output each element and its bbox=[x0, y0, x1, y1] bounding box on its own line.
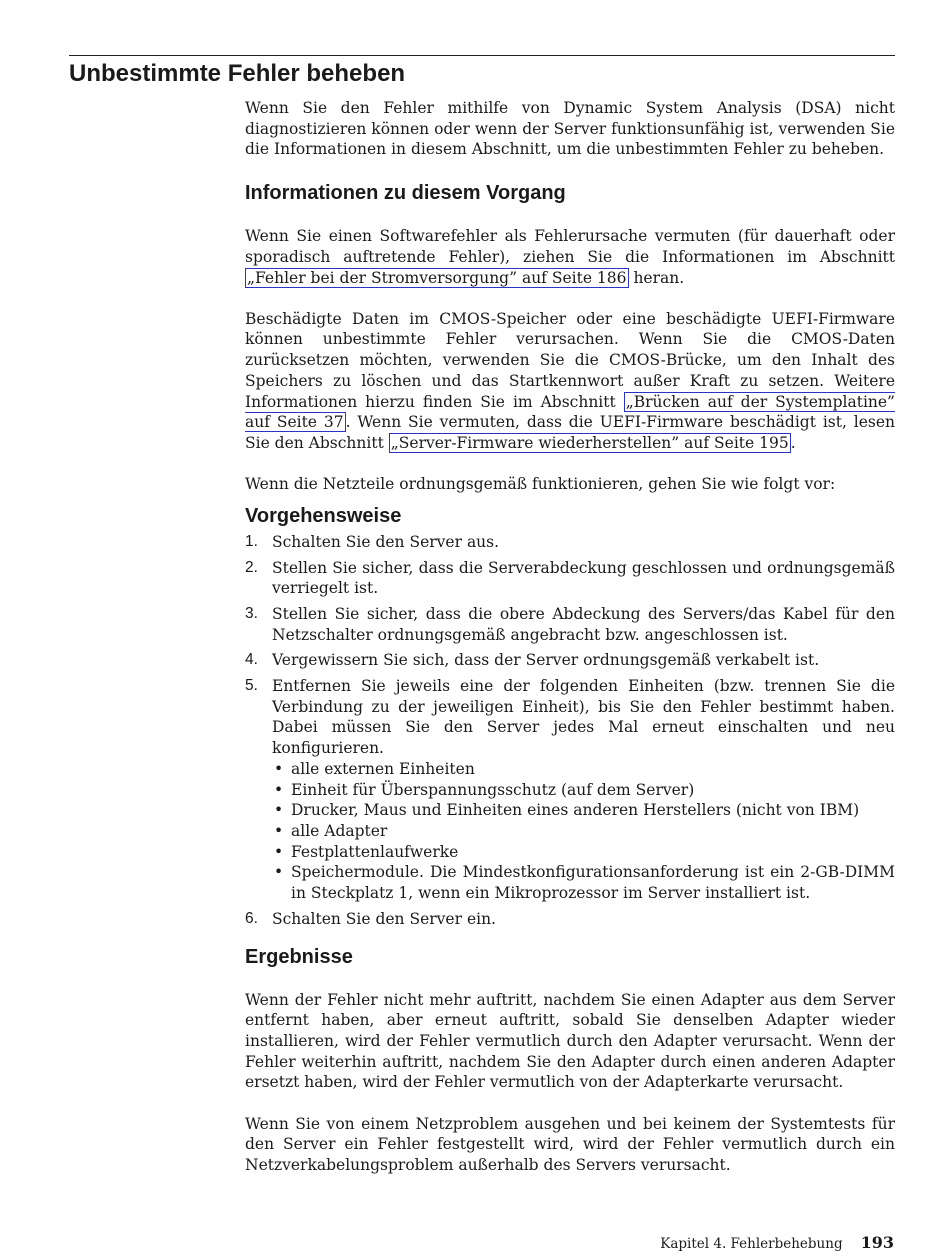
bullet-icon: • bbox=[274, 801, 284, 820]
about-paragraph-1 bbox=[245, 226, 895, 288]
list-item bbox=[272, 759, 895, 780]
list-item-text: alle externen Einheiten bbox=[291, 759, 475, 778]
step-3 bbox=[245, 604, 895, 645]
list-item-text: Speichermodule. Die Mindestkonfigurationsanforderung ist ein 2-GB-DIMM in Steckplatz 1, wenn ein Mikroprozessor im Server installiert ist. bbox=[291, 863, 895, 903]
step-text: Stellen Sie sicher, dass die obere Abdeckung des Servers/das Kabel für den Netzschalter ordnungsgemäß angebracht bzw. angeschlossen ist. bbox=[272, 604, 895, 644]
step-text: Stellen Sie sicher, dass die Serverabdeckung geschlossen und ordnungsgemäß verriegelt ist. bbox=[272, 558, 895, 598]
step-4 bbox=[245, 650, 895, 671]
step-number: 3. bbox=[245, 604, 258, 622]
step-text: Vergewissern Sie sich, dass der Server ordnungsgemäß verkabelt ist. bbox=[272, 651, 820, 670]
intro-paragraph: Wenn Sie den Fehler mithilfe von Dynamic System Analysis (DSA) nicht diagnostizieren können oder wenn der Server funktionsunfähig ist, verwenden Sie die Informationen in diesem Abschnitt, um die unbestimmten Fehler zu beheben. bbox=[245, 99, 895, 159]
link-jumpers[interactable]: „Brücken auf der Systemplatine” auf Seite 37 bbox=[245, 392, 895, 432]
bullet-icon: • bbox=[274, 863, 284, 882]
page-number: 193 bbox=[860, 1233, 894, 1252]
list-item-text: Einheit für Überspannungsschutz (auf dem Server) bbox=[291, 780, 695, 799]
main-content bbox=[245, 98, 895, 1176]
list-item-text: alle Adapter bbox=[291, 821, 388, 840]
step-number: 1. bbox=[245, 532, 258, 550]
step-5-device-list bbox=[272, 759, 895, 904]
list-item-text: Festplattenlaufwerke bbox=[291, 842, 459, 861]
about-paragraph-2 bbox=[245, 309, 895, 454]
page-footer bbox=[660, 1232, 894, 1255]
bullet-icon: • bbox=[274, 759, 284, 778]
bullet-icon: • bbox=[274, 842, 284, 861]
procedure-heading: Vorgehensweise bbox=[245, 504, 402, 527]
about-p2-tail: . bbox=[790, 433, 796, 452]
link-power-errors[interactable]: „Fehler bei der Stromversorgung” auf Seite 186 bbox=[247, 268, 627, 287]
results-paragraph-2: Wenn Sie von einem Netzproblem ausgehen und bei keinem der Systemtests für den Server ein Fehler festgestellt wird, wird der Fehler vermutlich durch ein Netzverkabelungsproblem außerhalb des Servers verursacht. bbox=[245, 1114, 895, 1174]
list-item bbox=[272, 862, 895, 903]
list-item bbox=[272, 842, 895, 863]
about-p2-text: Beschädigte Daten im CMOS-Speicher oder eine beschädigte UEFI-Firmware können unbestimmte Fehler verursachen. Wenn Sie die CMOS-Daten zurücksetzen möchten, verwenden Sie die CMOS-Brücke, um den Inhalt des Speichers zu löschen und das Startkennwort außer Kraft zu setzen. Weitere Informationen hierzu finden Sie im Abschnitt bbox=[245, 309, 895, 411]
step-text: Schalten Sie den Server ein. bbox=[272, 909, 496, 928]
step-number: 4. bbox=[245, 651, 258, 669]
step-1 bbox=[245, 532, 895, 553]
procedure-steps bbox=[245, 532, 895, 930]
list-item-text: Drucker, Maus und Einheiten eines anderen Herstellers (nicht von IBM) bbox=[291, 801, 860, 820]
list-item bbox=[272, 780, 895, 801]
top-rule bbox=[69, 55, 895, 56]
bullet-icon: • bbox=[274, 821, 284, 840]
list-item bbox=[272, 821, 895, 842]
results-paragraph-1: Wenn der Fehler nicht mehr auftritt, nachdem Sie einen Adapter aus dem Server entfernt haben, aber erneut auftritt, sobald Sie denselben Adapter wieder installieren, wird der Fehler vermutlich durch den Adapter verursacht. Wenn der Fehler weiterhin auftritt, nachdem Sie den Adapter durch einen anderen Adapter ersetzt haben, wird der Fehler vermutlich von der Adapterkarte verursacht. bbox=[245, 990, 895, 1092]
step-number: 6. bbox=[245, 909, 258, 927]
about-paragraph-3: Wenn die Netzteile ordnungsgemäß funktionieren, gehen Sie wie folgt vor: bbox=[245, 475, 836, 494]
step-5 bbox=[245, 676, 895, 904]
footer-chapter: Kapitel 4. Fehlerbehebung bbox=[660, 1236, 843, 1252]
step-number: 5. bbox=[245, 677, 258, 695]
bullet-icon: • bbox=[274, 780, 284, 799]
about-p2-middle: . Wenn Sie vermuten, dass die UEFI-Firmware beschädigt ist, lesen Sie den Abschnitt bbox=[245, 413, 895, 452]
step-text: Entfernen Sie jeweils eine der folgenden Einheiten (bzw. trennen Sie die Verbindung zu der jeweiligen Einheit), bis Sie den Fehler bestimmt haben. Dabei müssen Sie den Server jedes Mal erneut einschalten und neu konfigurieren. bbox=[272, 677, 895, 758]
link-firmware-recovery[interactable]: „Server-Firmware wiederherstellen” auf Seite 195 bbox=[390, 433, 789, 452]
results-heading: Ergebnisse bbox=[245, 945, 353, 968]
about-p1-tail: heran. bbox=[628, 268, 685, 287]
step-6 bbox=[245, 909, 895, 930]
page-title: Unbestimmte Fehler beheben bbox=[69, 60, 406, 87]
step-text: Schalten Sie den Server aus. bbox=[272, 532, 500, 551]
list-item bbox=[272, 800, 895, 821]
step-2 bbox=[245, 558, 895, 599]
about-heading: Informationen zu diesem Vorgang bbox=[245, 182, 566, 205]
about-p1-text: Wenn Sie einen Softwarefehler als Fehlerursache vermuten (für dauerhaft oder sporadisch auftretende Fehler), ziehen Sie die Informationen im Abschnitt bbox=[245, 227, 895, 266]
step-number: 2. bbox=[245, 558, 258, 576]
